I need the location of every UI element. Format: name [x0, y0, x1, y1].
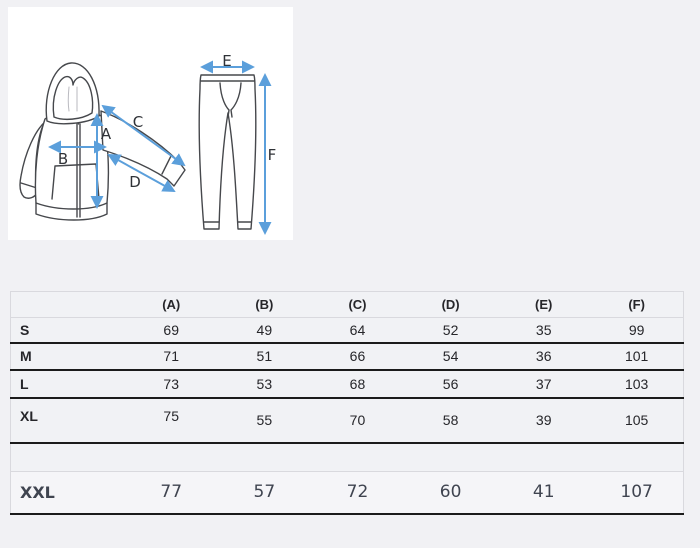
table-row-xxl	[11, 472, 684, 514]
spacer-cell	[11, 443, 684, 472]
table-header-row	[11, 292, 684, 318]
table-cell: 60	[439, 482, 462, 503]
table-cell: 105	[624, 412, 649, 428]
size-label: L	[20, 375, 29, 392]
table-cell: 101	[624, 348, 649, 364]
table-cell: 103	[624, 375, 649, 392]
measurement-diagram	[8, 7, 293, 240]
table-cell: 36	[535, 348, 552, 364]
label-d: D	[129, 173, 141, 191]
column-header-d: (D)	[441, 297, 460, 312]
table-row-l	[11, 370, 684, 398]
table-cell: 77	[160, 482, 183, 503]
label-c: C	[132, 113, 144, 131]
column-header-e: (E)	[535, 297, 553, 312]
table-cell: 66	[349, 348, 366, 364]
table-cell: 73	[163, 375, 179, 392]
table-row-m	[11, 343, 684, 370]
table-row-s	[11, 318, 684, 343]
table-cell: 49	[256, 321, 273, 338]
table-cell: 54	[442, 348, 459, 364]
size-diagram-panel	[8, 7, 293, 240]
table-cell: 39	[535, 412, 552, 428]
table-cell: 72	[346, 482, 369, 503]
table-cell: 68	[349, 375, 366, 392]
pants-outline	[199, 75, 256, 229]
table-cell: 51	[256, 348, 273, 364]
table-cell: 35	[535, 321, 552, 338]
table-row-xl	[11, 398, 684, 443]
size-label: XXL	[20, 482, 55, 502]
size-label: M	[20, 348, 32, 364]
table-cell: 55	[256, 412, 273, 428]
size-label: S	[20, 321, 30, 338]
table-cell: 99	[628, 321, 645, 338]
table-cell: 57	[253, 482, 276, 503]
label-b: B	[57, 150, 69, 168]
column-header-c: (C)	[348, 297, 367, 312]
table-cell: 37	[535, 375, 552, 392]
column-header-f: (F)	[628, 297, 645, 312]
column-header-b: (B)	[255, 297, 274, 312]
table-cell: 53	[256, 375, 273, 392]
pants-illustration	[199, 75, 256, 229]
table-cell: 75	[163, 407, 179, 424]
table-cell: 58	[442, 412, 459, 428]
table-cell: 69	[163, 321, 179, 338]
table-cell: 107	[620, 482, 653, 503]
label-f: F	[267, 146, 277, 164]
table-cell: 41	[532, 482, 555, 503]
table-cell: 71	[163, 348, 179, 364]
table-cell: 52	[442, 321, 459, 338]
table-cell: 56	[442, 375, 459, 392]
table-cell: 70	[349, 412, 366, 428]
label-e: E	[222, 52, 232, 70]
label-a: A	[100, 125, 112, 143]
size-label: XL	[20, 407, 38, 424]
size-table	[10, 291, 684, 515]
size-column-header	[11, 292, 125, 318]
column-header-a: (A)	[162, 297, 181, 312]
spacer-row	[11, 443, 684, 472]
table-cell: 64	[349, 321, 366, 338]
